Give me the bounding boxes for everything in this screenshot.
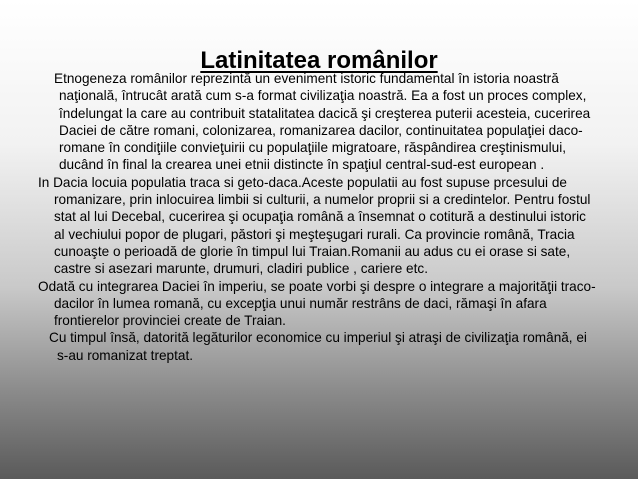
slide-body: [38, 70, 600, 364]
slide-title: Latinitatea românilor: [200, 47, 438, 75]
paragraph-etnogeneza: Etnogeneza românilor reprezintă un eveniment istoric fundamental în istoria noastră naţională, întrucât arată cum s-a format civilizaţia noastră. Ea a fost un proces complex, îndelungat la care au contribuit statalitatea dacică şi creşterea puterii acesteia, cucerirea Daciei de către romani, colonizarea, romanizarea dacilor, continuitatea populaţiei daco-romane în condiţiile convieţuirii cu populaţiile migratoare, răspândirea creştinismului, ducând în final la crearea unei etnii distincte în spaţiul central-sud-est european .: [54, 71, 591, 173]
paragraph-integrarea: Odată cu integrarea Daciei în imperiu, se poate vorbi şi despre o integrare a majorităţii traco-dacilor în lumea romană, cu excepţia unui număr restrâns de daci, rămaşi în afara frontierelor provinciei create de Traian.: [38, 278, 596, 329]
paragraph-dacia-populatia: In Dacia locuia populatia traca si geto-daca.Aceste populatii au fost supuse prcesului de romanizare, prin inlocuirea limbii si culturii, a numelor proprii si a credintelor. Pentru fostul stat al lui Decebal, cucerirea şi ocupaţia română a însemnat o cotitură a destinului istoric al vechiului popor de plugari, păstori şi meşteşugari rurali. Ca provincie română, Tracia cunoaşte o perioadă de glorie în timpul lui Traian.Romanii au adus cu ei orase si sate, castre si asezari marunte, drumuri, cladiri publice , cariere etc.: [38, 174, 591, 277]
paragraph-romanizare-treptata: Cu timpul însă, datorită legăturilor economice cu imperiul şi atraşi de civilizaţia română, ei s-au romanizat treptat.: [49, 330, 587, 363]
